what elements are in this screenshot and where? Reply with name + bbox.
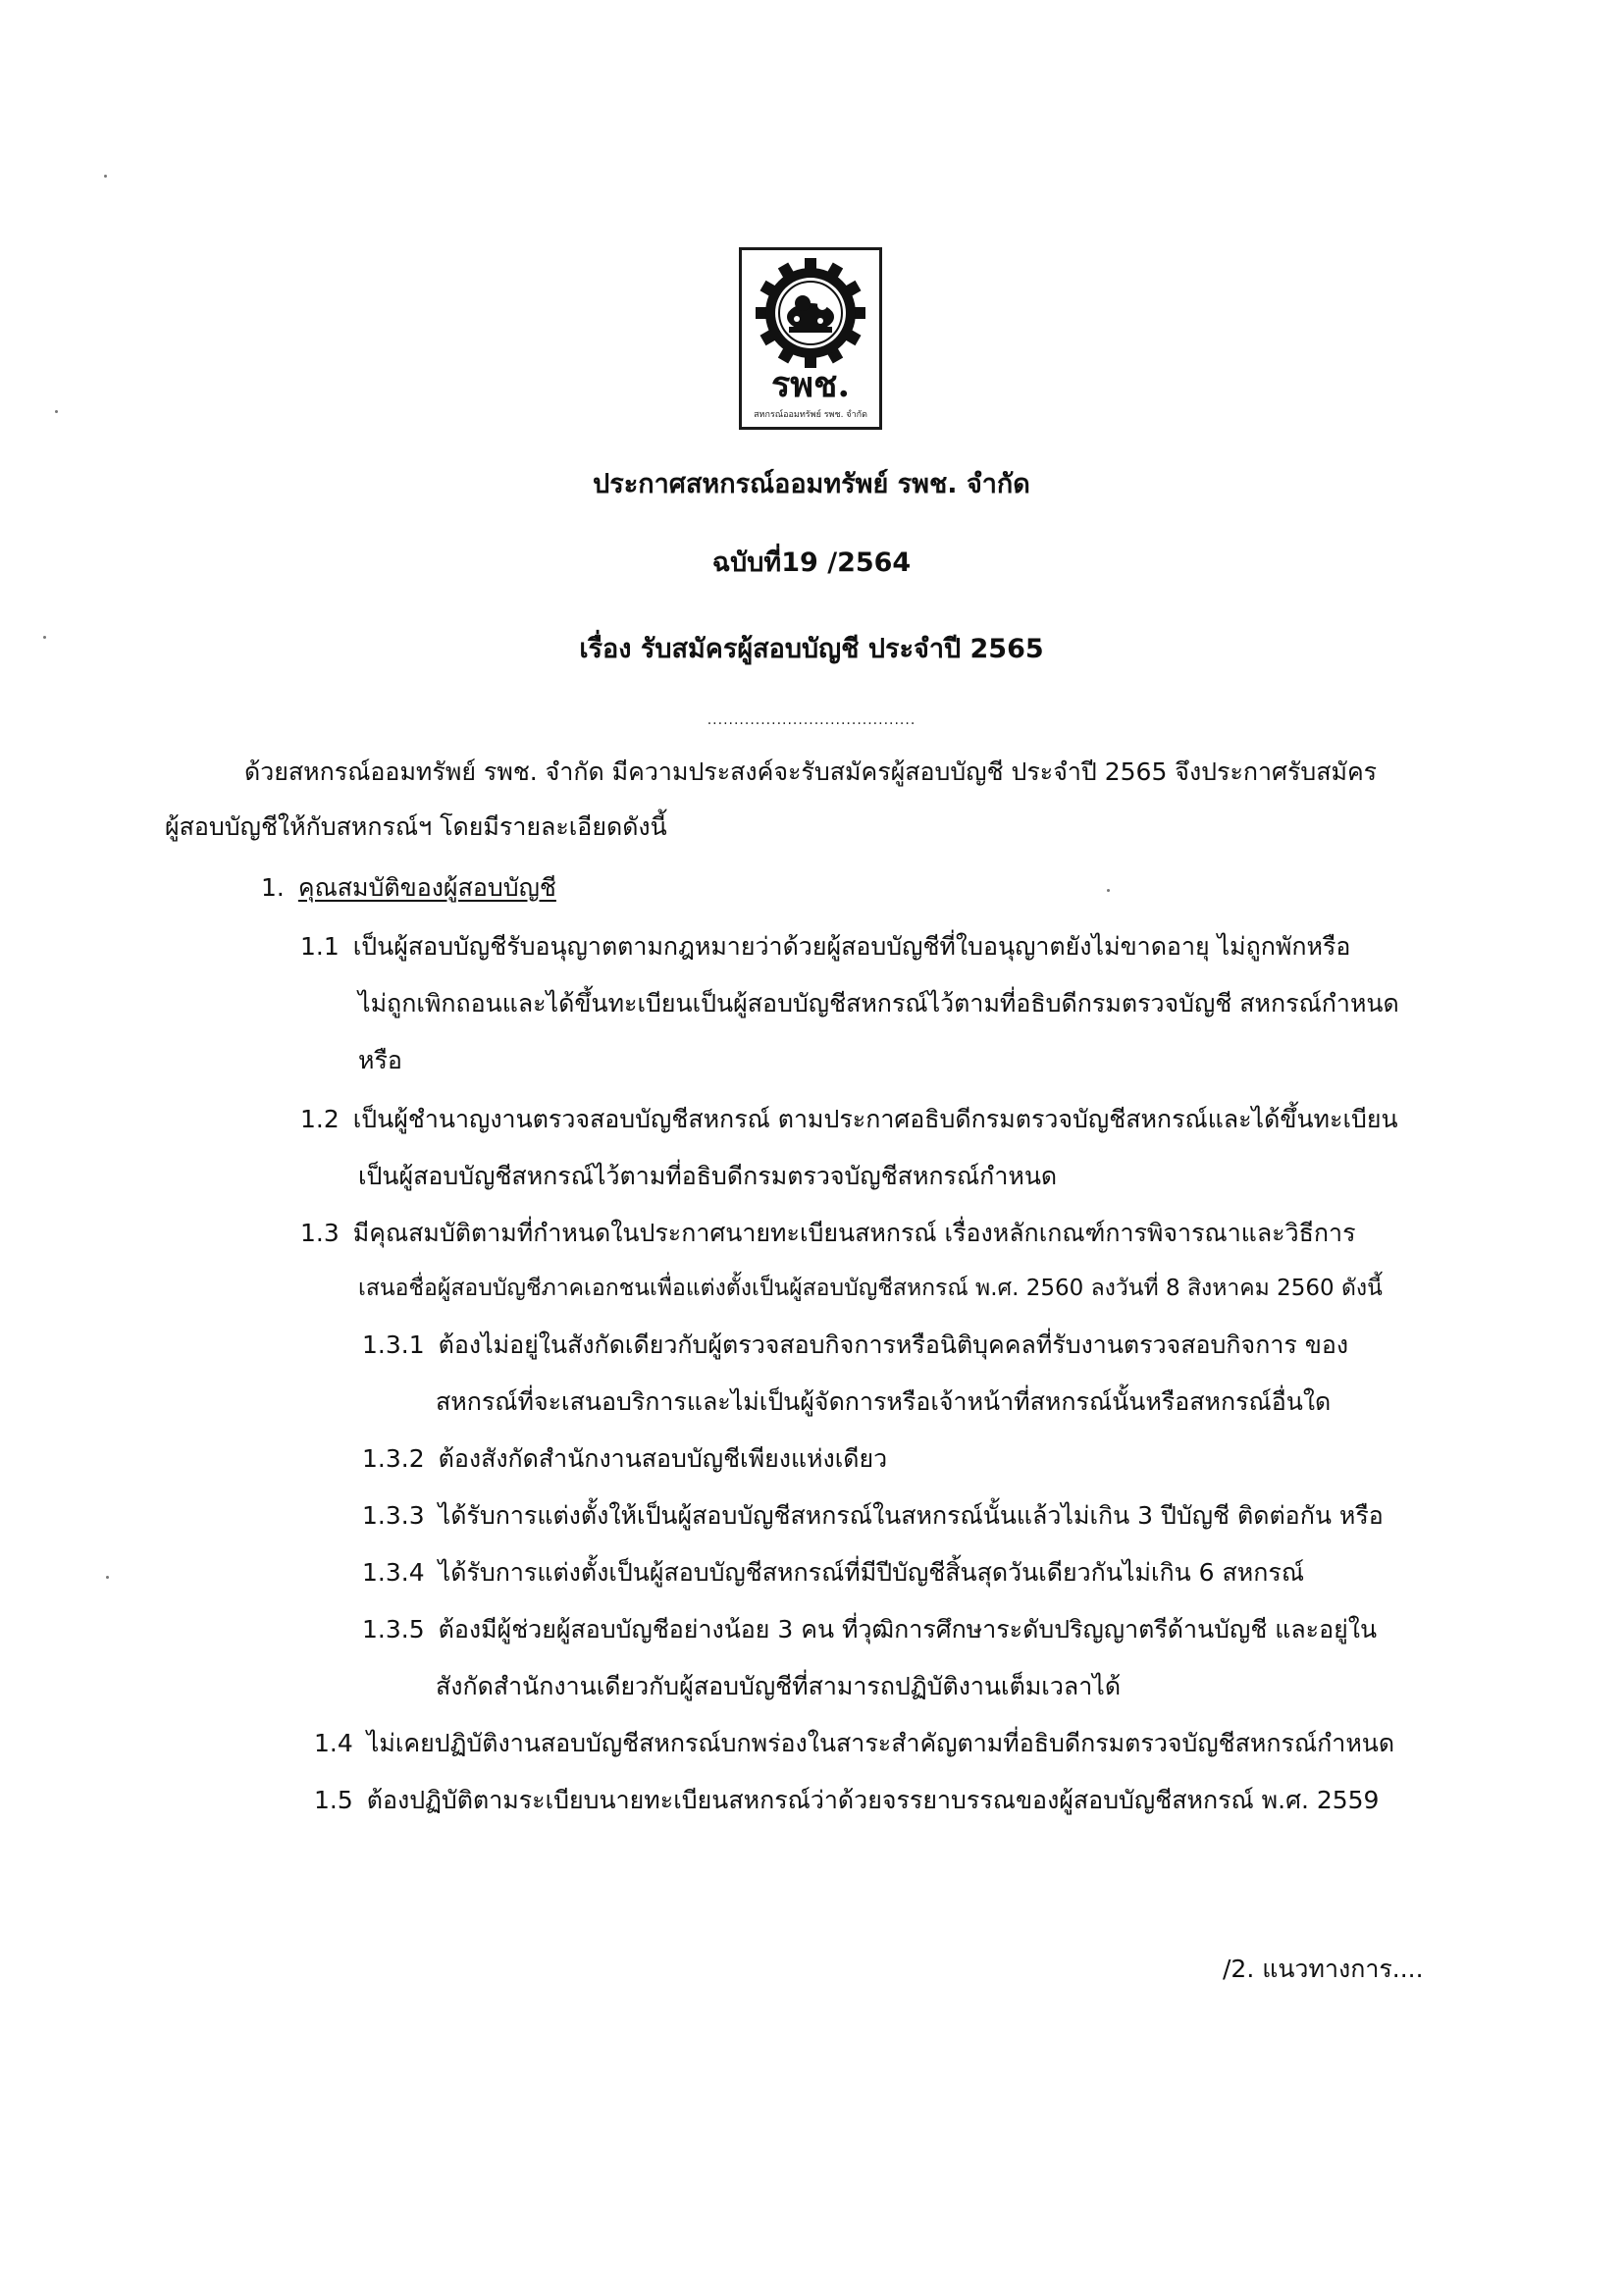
scan-speck <box>55 410 58 413</box>
item-1-3-1-line-1: ต้องไม่อยู่ในสังกัดเดียวกับผู้ตรวจสอบกิจการหรือนิติบุคคลที่รับงานตรวจสอบกิจการ ของ <box>438 1331 1349 1359</box>
item-1-3-line-1: มีคุณสมบัติตามที่กำหนดในประกาศนายทะเบียนสหกรณ์ เรื่องหลักเกณฑ์การพิจารณาและวิธีการ <box>352 1219 1356 1247</box>
next-page-continuation: /2. แนวทางการ.... <box>1223 1955 1424 1983</box>
item-1-3-4 <box>362 1556 1304 1590</box>
item-1-1-line-1: เป็นผู้สอบบัญชีรับอนุญาตตามกฎหมายว่าด้วยผู้สอบบัญชีที่ใบอนุญาตยังไม่ขาดอายุ ไม่ถูกพักหรือ <box>352 932 1351 961</box>
scan-speck <box>104 175 107 178</box>
scan-speck <box>1107 889 1110 892</box>
item-1-3-5-line-2: สังกัดสำนักงานเดียวกับผู้สอบบัญชีที่สามารถปฏิบัติงานเต็มเวลาได้ <box>436 1672 1122 1700</box>
section-1-title: คุณสมบัติของผู้สอบบัญชี <box>297 873 556 902</box>
item-1-4 <box>314 1727 1394 1760</box>
item-1-2 <box>300 1103 1398 1136</box>
item-1-3-2-number: 1.3.2 <box>362 1444 425 1473</box>
intro-line-2: ผู้สอบบัญชีให้กับสหกรณ์ฯ โดยมีรายละเอียดดังนี้ <box>165 812 667 841</box>
item-1-3-3-line-1: ได้รับการแต่งตั้งให้เป็นผู้สอบบัญชีสหกรณ์ในสหกรณ์นั้นแล้วไม่เกิน 3 ปีบัญชี ติดต่อกัน หรือ <box>438 1501 1384 1530</box>
item-1-3 <box>300 1217 1356 1250</box>
item-1-3-1-number: 1.3.1 <box>362 1331 425 1359</box>
item-1-2-number: 1.2 <box>300 1105 340 1133</box>
scan-speck <box>43 636 46 639</box>
item-1-5 <box>314 1784 1379 1817</box>
item-1-3-5 <box>362 1613 1377 1646</box>
item-1-2-line-1: เป็นผู้ชำนาญงานตรวจสอบบัญชีสหกรณ์ ตามประกาศอธิบดีกรมตรวจบัญชีสหกรณ์และได้ขึ้นทะเบียน <box>352 1105 1398 1133</box>
item-1-3-2 <box>362 1442 887 1476</box>
item-1-5-line-1: ต้องปฏิบัติตามระเบียบนายทะเบียนสหกรณ์ว่าด้วยจรรยาบรรณของผู้สอบบัญชีสหกรณ์ พ.ศ. 2559 <box>366 1786 1380 1814</box>
cooperative-logo <box>739 247 882 430</box>
item-1-3-4-number: 1.3.4 <box>362 1558 425 1587</box>
item-1-3-line-2: เสนอชื่อผู้สอบบัญชีภาคเอกชนเพื่อแต่งตั้งเป็นผู้สอบบัญชีสหกรณ์ พ.ศ. 2560 ลงวันที่ 8 สิงหาคม 2560 ดังนี้ <box>358 1276 1383 1301</box>
item-1-3-number: 1.3 <box>300 1219 340 1247</box>
item-1-2-line-2: เป็นผู้สอบบัญชีสหกรณ์ไว้ตามที่อธิบดีกรมตรวจบัญชีสหกรณ์กำหนด <box>358 1162 1058 1190</box>
logo-abbreviation: รพช. <box>770 364 851 405</box>
section-1-heading <box>261 871 556 905</box>
item-1-3-4-line-1: ได้รับการแต่งตั้งเป็นผู้สอบบัญชีสหกรณ์ที่มีปีบัญชีสิ้นสุดวันเดียวกันไม่เกิน 6 สหกรณ์ <box>438 1558 1305 1587</box>
announcement-number: ฉบับที่19 /2564 <box>711 548 912 578</box>
item-1-3-2-line-1: ต้องสังกัดสำนักงานสอบบัญชีเพียงแห่งเดียว <box>438 1444 888 1473</box>
item-1-1-number: 1.1 <box>300 932 340 961</box>
item-1-3-5-number: 1.3.5 <box>362 1615 425 1644</box>
item-1-1-line-3: หรือ <box>358 1046 402 1074</box>
item-1-3-1 <box>362 1329 1348 1362</box>
item-1-1-line-2: ไม่ถูกเพิกถอนและได้ขึ้นทะเบียนเป็นผู้สอบบัญชีสหกรณ์ไว้ตามที่อธิบดีกรมตรวจบัญชี สหกรณ์กำหนด <box>358 989 1399 1018</box>
item-1-3-3 <box>362 1499 1384 1533</box>
announcement-subject: เรื่อง รับสมัครผู้สอบบัญชี ประจำปี 2565 <box>579 634 1044 664</box>
item-1-4-line-1: ไม่เคยปฏิบัติงานสอบบัญชีสหกรณ์บกพร่องในสาระสำคัญตามที่อธิบดีกรมตรวจบัญชีสหกรณ์กำหนด <box>366 1729 1395 1757</box>
item-1-1 <box>300 930 1350 964</box>
item-1-4-number: 1.4 <box>314 1729 353 1757</box>
gear-emblem-icon <box>752 256 869 370</box>
intro-line-1: ด้วยสหกรณ์ออมทรัพย์ รพช. จำกัด มีความประสงค์จะรับสมัครผู้สอบบัญชี ประจำปี 2565 จึงประกาศรับสมัคร <box>244 757 1378 786</box>
item-1-3-3-number: 1.3.3 <box>362 1501 425 1530</box>
item-1-3-5-line-1: ต้องมีผู้ช่วยผู้สอบบัญชีอย่างน้อย 3 คน ที่วุฒิการศึกษาระดับปริญญาตรีด้านบัญชี และอยู่ใน <box>438 1615 1378 1644</box>
scan-speck <box>106 1576 109 1579</box>
item-1-5-number: 1.5 <box>314 1786 353 1814</box>
section-1-number: 1. <box>261 873 285 902</box>
item-1-3-1-line-2: สหกรณ์ที่จะเสนอบริการและไม่เป็นผู้จัดการหรือเจ้าหน้าที่สหกรณ์นั้นหรือสหกรณ์อื่นใด <box>436 1387 1332 1416</box>
logo-org-name: สหกรณ์ออมทรัพย์ รพช. จำกัด <box>754 410 867 420</box>
heading-divider: ....................................... <box>707 712 916 728</box>
announcement-org-title: ประกาศสหกรณ์ออมทรัพย์ รพช. จำกัด <box>593 469 1030 499</box>
